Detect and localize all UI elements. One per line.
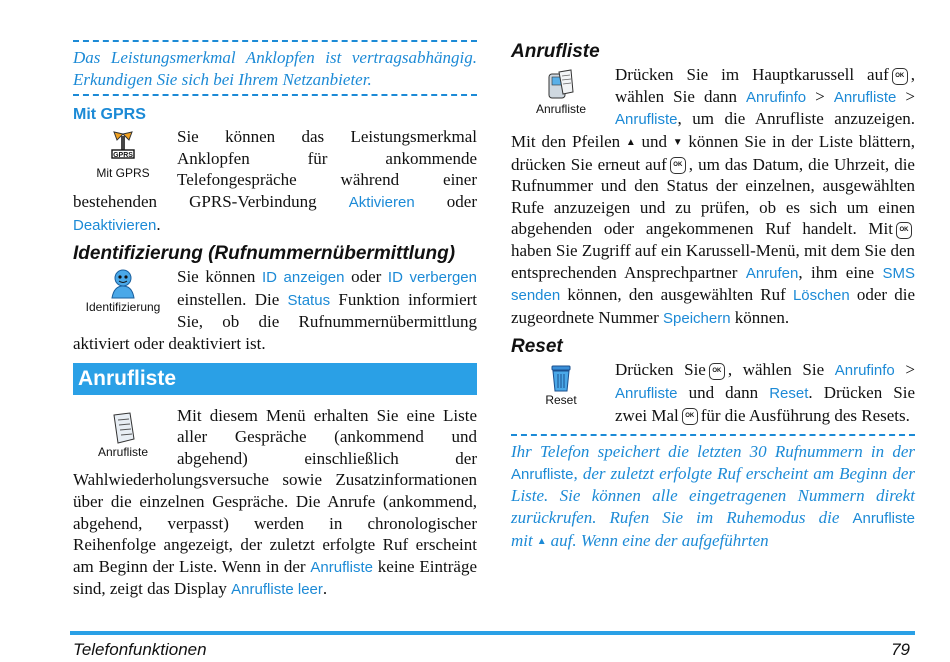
up-arrow-icon: ▲ (536, 535, 547, 547)
ok-key-icon: OK (682, 408, 698, 425)
text: haben Sie Zugriff auf ein Karussell-Menü, mit dem Sie den entsprechenden Ansprechpartner (511, 241, 915, 282)
kw-anrufen: Anrufen (745, 264, 799, 282)
left-column (73, 40, 477, 601)
text: können, den ausgewählten Ruf (560, 285, 793, 305)
text: oder die zugeordnete Nummer (511, 285, 915, 327)
text: . Drücken Sie zwei Mal (615, 383, 915, 425)
kw-anrufliste-leer: Anrufliste leer (231, 581, 323, 599)
kw-anrufliste: Anrufliste (511, 465, 574, 483)
heading-anrufliste-right: Anrufliste (511, 41, 600, 62)
footer-section-title: Telefonfunktionen (73, 640, 207, 659)
ok-key-icon: OK (670, 157, 686, 174)
text: können Sie in der Liste blättern, drücken Sie erneut auf (511, 131, 915, 174)
anrufliste-right-icon-box (511, 64, 611, 116)
section-identifizierung (73, 266, 477, 354)
ok-key-icon: OK (892, 68, 908, 85)
text: Mit diesem Menü erhalten Sie eine Liste aller Gespräche (ankommend und abgehend) einschließlich der Wahlwiederholungsversuche sowie Zusatzinformationen über die einzelnen Gespräche. Die Anrufe (ankommend, abgehend, verpasst) werden in chronologischer Reihenfolge angezeigt, der zuletzt erfolgte Ruf erscheint am Beginn der Liste. Wenn in der (73, 405, 477, 576)
note-anrufliste (511, 434, 915, 556)
text: und (641, 131, 668, 151)
text: > (894, 360, 915, 380)
kw-speichern: Speichern (663, 309, 731, 327)
text: oder (344, 267, 388, 287)
text: einstellen. Die (177, 289, 288, 309)
anrufliste-icon-caption: Anrufliste (97, 444, 149, 459)
right-column (511, 40, 915, 556)
kw-reset: Reset (769, 385, 809, 403)
section-anrufliste-left (73, 405, 477, 601)
kw-anrufliste-2: Anrufliste (615, 111, 678, 129)
text: . (322, 579, 328, 599)
kw-deaktivieren: Deaktivieren (73, 216, 157, 234)
gprs-icon-caption: Mit GPRS (96, 166, 150, 181)
text: , wählen Sie (727, 360, 835, 380)
text: , wählen Sie dann (615, 65, 915, 106)
identification-icon (108, 268, 138, 300)
kw-anrufinfo: Anrufinfo (834, 362, 895, 380)
up-arrow-icon: ▲ (624, 137, 638, 149)
section-gprs (73, 126, 477, 236)
kw-sms-senden: SMS senden (511, 264, 915, 305)
call-list-icon (108, 411, 138, 445)
section-anrufliste-right (511, 64, 915, 329)
ident-icon-caption: Identifizierung (85, 300, 161, 315)
kw-status: Status (287, 291, 331, 309)
text: Ihr Telefon speichert die letzten 30 Rufnummern in der (511, 442, 915, 462)
text: , ihm eine (798, 262, 883, 282)
anrufliste-right-icon-caption: Anrufliste (535, 102, 587, 116)
kw-id-verbergen: ID verbergen (387, 269, 477, 287)
ident-icon-box (73, 266, 173, 314)
note-anklopfen: Das Leistungsmerkmal Anklopfen ist vertragsabhängig. Erkundigen Sie sich bei Ihrem Netzanbieter. (73, 40, 477, 96)
heading-reset: Reset (511, 336, 563, 358)
text: können. (730, 307, 790, 327)
heading-mit-gprs: Mit GPRS (73, 106, 146, 124)
kw-anrufliste: Anrufliste (852, 509, 915, 527)
text: Drücken Sie (615, 360, 706, 380)
ok-key-icon: OK (896, 222, 912, 239)
text: , um die Anrufliste anzuzeigen. Mit den Pfeilen (511, 109, 915, 151)
text: Sie können das Leistungsmerkmal Anklopfen für ankommende Telefongespräche während einer bestehenden GPRS-Verbindung (73, 127, 477, 211)
kw-anrufinfo: Anrufinfo (746, 88, 807, 106)
text: , um das Datum, die Uhrzeit, die Rufnummer und den Status der einzelnen, ausgewählten Rufe anzuzeigen und zu prüfen, ob es sich um einen abgehenden oder angekommenen Ruf handelt. Mit (511, 154, 915, 239)
kw-anrufliste: Anrufliste (615, 385, 678, 403)
call-list-phone-icon (545, 68, 577, 102)
svg-text:GPRS: GPRS (113, 152, 133, 160)
kw-anrufliste: Anrufliste (310, 558, 373, 576)
page-number: 79 (891, 640, 910, 659)
trash-bin-icon (548, 363, 574, 393)
text: > (806, 86, 834, 106)
reset-icon-box (511, 359, 611, 407)
heading-identifizierung: Identifizierung (Rufnummernübermittlung) (73, 243, 456, 265)
anrufliste-icon-box (73, 405, 173, 459)
down-arrow-icon: ▼ (671, 137, 685, 149)
gprs-icon-box (73, 126, 173, 180)
text: , der zuletzt erfolgte Ruf erscheint am Beginn der Liste. Sie können alle eingetragenen Nummern direkt zurückrufen. Rufen Sie im Ruhemodus die (511, 463, 915, 527)
gprs-icon (108, 130, 138, 166)
text: für die Ausführung des Resets. (700, 405, 910, 425)
text: keine Einträge sind, zeigt das Display (73, 556, 477, 599)
kw-loeschen: Löschen (792, 287, 850, 305)
kw-id-anzeigen: ID anzeigen (262, 269, 345, 287)
ok-key-icon: OK (709, 363, 725, 380)
text: . (156, 214, 161, 234)
kw-anrufliste-1: Anrufliste (833, 88, 897, 106)
kw-aktivieren: Aktivieren (348, 193, 415, 211)
text: mit (511, 530, 533, 550)
text: Drücken Sie im Hauptkarussell auf (615, 65, 889, 84)
reset-icon-caption: Reset (545, 393, 577, 408)
text: Funktion informiert Sie, ob die Rufnummernübermittlung aktiviert oder deaktiviert ist. (73, 289, 477, 353)
footer-rule (70, 631, 915, 635)
text: > (896, 86, 915, 106)
text: und dann (677, 383, 770, 403)
text: Sie können (177, 267, 263, 287)
text: auf. Wenn eine der aufgeführten (550, 530, 769, 550)
text: oder (414, 191, 477, 211)
section-reset (511, 359, 915, 426)
section-header-anrufliste: Anrufliste (73, 363, 477, 395)
